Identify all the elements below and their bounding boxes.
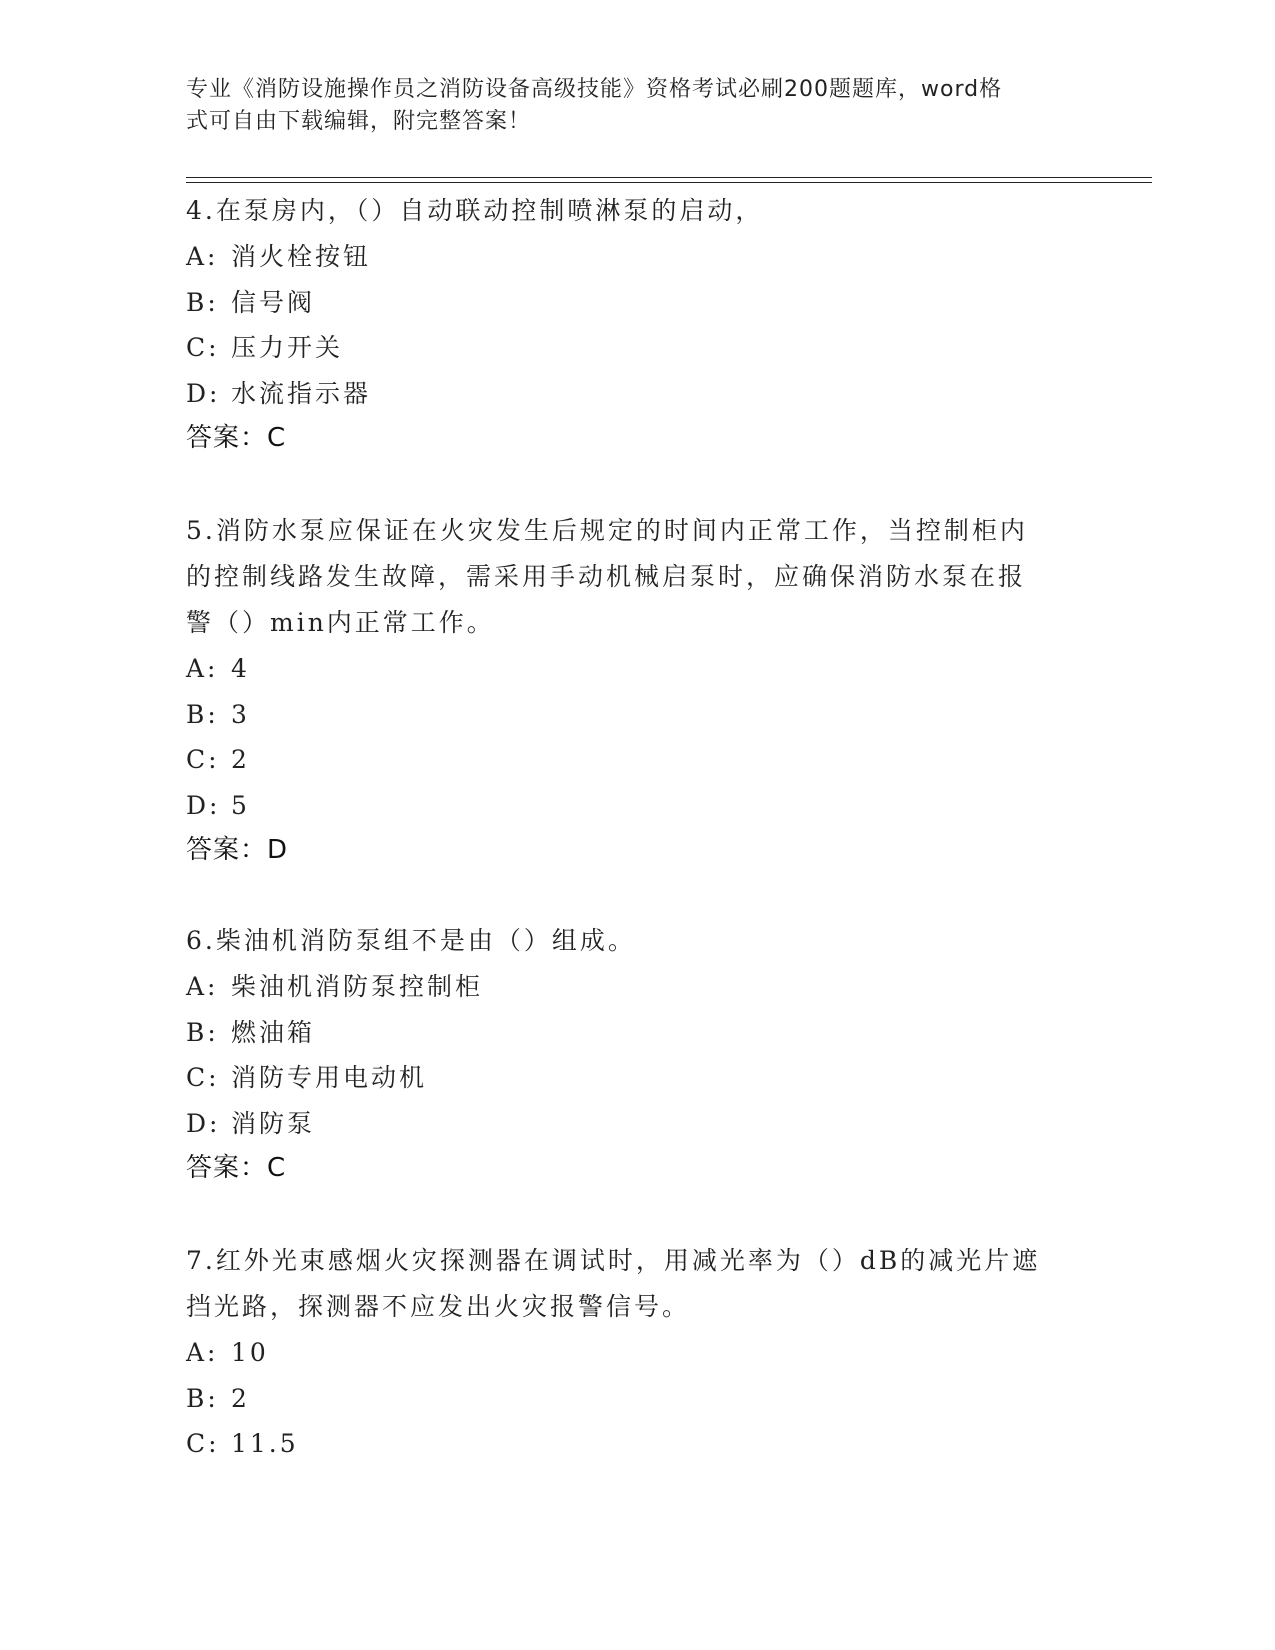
option-letter: A:: [186, 242, 219, 271]
answer-line: 答案：C: [186, 423, 287, 453]
option-text: 水流指示器: [231, 378, 372, 408]
option-letter: A:: [186, 1338, 219, 1367]
answer-line: 答案：C: [186, 1153, 287, 1183]
option-d: [186, 371, 1066, 417]
option-text: 消火栓按钮: [231, 242, 372, 271]
question-4: [186, 188, 1066, 461]
option-text: 4: [231, 654, 250, 683]
option-b: [186, 1010, 1066, 1056]
option-text: 11.5: [231, 1429, 299, 1458]
option-a: [186, 964, 1066, 1010]
option-c: [186, 1055, 1066, 1101]
option-text: 消防泵: [231, 1108, 316, 1138]
option-letter: B:: [186, 699, 219, 729]
option-letter: B:: [186, 1383, 219, 1413]
option-text: 信号阀: [231, 287, 316, 317]
option-letter: A:: [186, 654, 219, 683]
option-letter: D:: [186, 790, 221, 820]
option-d: [186, 1101, 1066, 1147]
option-text: 燃油箱: [231, 1017, 316, 1047]
question-text-line-1: 7.红外光束感烟火灾探测器在调试时，用减光率为（）dB的减光片遮: [186, 1246, 1041, 1275]
option-text: 3: [231, 699, 250, 729]
option-text: 2: [231, 745, 250, 774]
question-text-line-3: 警（）min内正常工作。: [186, 608, 495, 637]
question-text-line-2: 挡光路，探测器不应发出火灾报警信号。: [186, 1292, 691, 1321]
option-a: [186, 234, 1066, 280]
option-text: 2: [231, 1383, 250, 1413]
option-text: 消防专用电动机: [231, 1063, 428, 1092]
option-b: [186, 1376, 1066, 1422]
option-letter: D:: [186, 378, 221, 408]
question-text: 6.柴油机消防泵组不是由（）组成。: [186, 926, 636, 955]
option-b: [186, 692, 1066, 738]
option-letter: B:: [186, 287, 219, 317]
question-text-line-1: 5.消防水泵应保证在火灾发生后规定的时间内正常工作，当控制柜内: [186, 516, 1028, 545]
option-letter: C:: [186, 745, 220, 774]
option-c: [186, 325, 1066, 371]
option-letter: C:: [186, 1429, 220, 1458]
option-a: [186, 646, 1066, 692]
header-line-1: 专业《消防设施操作员之消防设备高级技能》资格考试必刷200题题库，word格: [186, 77, 1003, 102]
option-text: 压力开关: [231, 333, 344, 362]
question-text: 4.在泵房内，（）自动联动控制喷淋泵的启动，: [186, 196, 764, 225]
option-text: 柴油机消防泵控制柜: [231, 972, 484, 1001]
option-text: 5: [231, 790, 250, 820]
header-divider-top: [186, 177, 1152, 178]
option-c: [186, 737, 1066, 783]
answer-line: 答案：D: [186, 835, 289, 865]
option-d: [186, 783, 1066, 829]
option-letter: C:: [186, 1063, 220, 1092]
option-a: [186, 1330, 1066, 1376]
header-divider-bottom: [186, 182, 1152, 183]
option-letter: D:: [186, 1108, 221, 1138]
option-letter: C:: [186, 333, 220, 362]
question-7: [186, 1238, 1066, 1467]
question-5: [186, 508, 1066, 873]
header-line-2: 式可自由下载编辑，附完整答案！: [186, 109, 532, 134]
document-header: [186, 74, 1066, 138]
option-c: [186, 1421, 1066, 1467]
option-b: [186, 280, 1066, 326]
option-text: 10: [231, 1338, 269, 1367]
question-6: [186, 918, 1066, 1191]
option-letter: A:: [186, 972, 219, 1001]
option-letter: B:: [186, 1017, 219, 1047]
question-text-line-2: 的控制线路发生故障，需采用手动机械启泵时，应确保消防水泵在报: [186, 562, 1027, 591]
